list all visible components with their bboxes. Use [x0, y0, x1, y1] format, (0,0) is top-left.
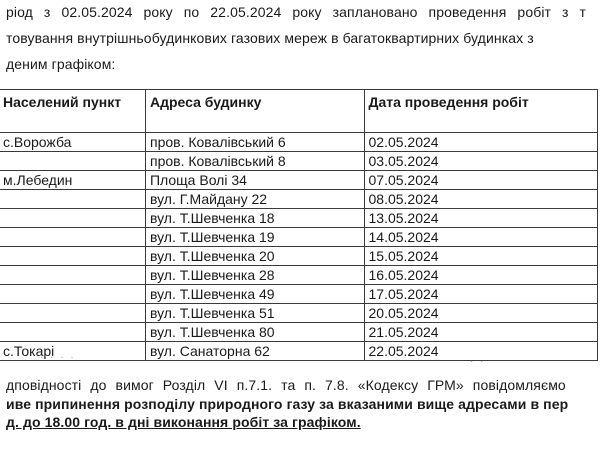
table-row [0, 285, 598, 304]
table-body [0, 133, 598, 361]
date-cell: 07.05.2024 [364, 171, 598, 190]
footer-line-3: д. до 18.00 год. в дні виконання робіт за графіком. [6, 414, 361, 430]
address-cell: Площа Волі 34 [145, 171, 364, 190]
settlement-cell [0, 266, 145, 285]
settlement-cell [0, 228, 145, 247]
address-cell: вул. Т.Шевченка 20 [145, 247, 364, 266]
address-cell: вул. Т.Шевченка 18 [145, 209, 364, 228]
address-cell: вул. Т.Шевченка 28 [145, 266, 364, 285]
intro-line-3: деним графіком: [6, 56, 116, 72]
footer-line-1: дповідності до вимог Розділ VI п.7.1. та п. 7.8. «Кодексу ГРМ» повідомляємо [6, 377, 566, 393]
date-cell: 21.05.2024 [364, 323, 598, 342]
date-cell: 03.05.2024 [364, 152, 598, 171]
settlement-cell [0, 304, 145, 323]
table-row [0, 190, 598, 209]
works-schedule-table [0, 89, 598, 361]
intro-line-2: товування внутрішньобудинкових газових мереж в багатоквартирних будинках з [6, 30, 534, 46]
table-row [0, 171, 598, 190]
address-cell: пров. Ковалівський 6 [145, 133, 364, 152]
settlement-cell: с.Токарі [0, 342, 145, 361]
settlement-cell: м.Лебедин [0, 171, 145, 190]
date-cell: 13.05.2024 [364, 209, 598, 228]
header-date: Дата проведення робіт [364, 90, 598, 133]
address-cell: вул. Т.Шевченка 49 [145, 285, 364, 304]
date-cell: 22.05.2024 [364, 342, 598, 361]
scan-noise: · · [470, 356, 486, 367]
table-row [0, 323, 598, 342]
date-cell: 17.05.2024 [364, 285, 598, 304]
settlement-cell [0, 209, 145, 228]
address-cell: вул. Г.Майдану 22 [145, 190, 364, 209]
header-address: Адреса будинку [145, 90, 364, 133]
address-cell: пров. Ковалівський 8 [145, 152, 364, 171]
table-row [0, 247, 598, 266]
table-row [0, 209, 598, 228]
address-cell: вул. Т.Шевченка 19 [145, 228, 364, 247]
settlement-cell [0, 247, 145, 266]
settlement-cell: с.Ворожба [0, 133, 145, 152]
settlement-cell [0, 285, 145, 304]
settlement-cell [0, 323, 145, 342]
header-settlement: Населений пункт [0, 90, 145, 133]
footer-line-2: иве припинення розподілу природного газу за вказаними вище адресами в пер [6, 396, 569, 412]
settlement-cell [0, 152, 145, 171]
intro-line-1: ріод з 02.05.2024 року по 22.05.2024 року заплановано проведення робіт з т [6, 4, 587, 20]
date-cell: 14.05.2024 [364, 228, 598, 247]
table-header-row [0, 90, 598, 133]
table-row [0, 228, 598, 247]
scan-noise: · · · · [40, 352, 76, 363]
table-row [0, 342, 598, 361]
table-row [0, 152, 598, 171]
date-cell: 08.05.2024 [364, 190, 598, 209]
table-row [0, 266, 598, 285]
date-cell: 16.05.2024 [364, 266, 598, 285]
table-row [0, 304, 598, 323]
address-cell: вул. Санаторна 62 [145, 342, 364, 361]
date-cell: 15.05.2024 [364, 247, 598, 266]
table-row [0, 133, 598, 152]
address-cell: вул. Т.Шевченка 80 [145, 323, 364, 342]
date-cell: 20.05.2024 [364, 304, 598, 323]
settlement-cell [0, 190, 145, 209]
address-cell: вул. Т.Шевченка 51 [145, 304, 364, 323]
date-cell: 02.05.2024 [364, 133, 598, 152]
